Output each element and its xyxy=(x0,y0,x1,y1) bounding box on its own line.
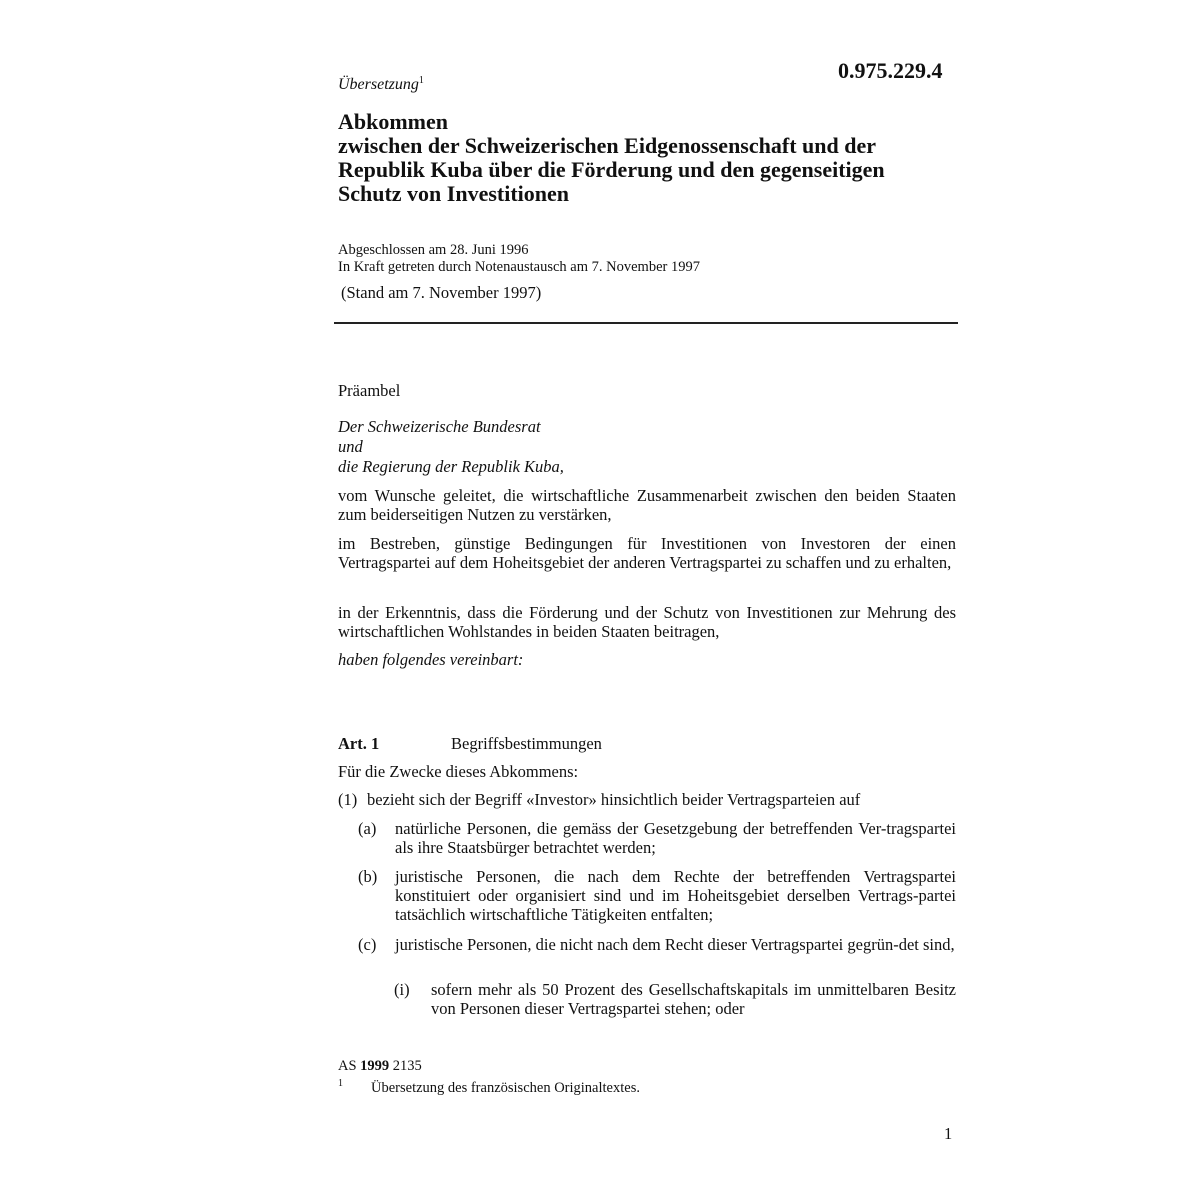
article-1-intro: Für die Zwecke dieses Abkommens: xyxy=(338,762,579,781)
translation-note xyxy=(338,75,424,94)
title-line-3: Republik Kuba über die Förderung und den gegenseitigen xyxy=(338,157,885,182)
preamble-recital-2: im Bestreben, günstige Bedingungen für Investitionen von Investoren der einen Vertragspartei auf dem Hoheitsgebiet der anderen Vertragspartei zu schaffen und zu erhalten, xyxy=(338,534,956,572)
status-date: (Stand am 7. November 1997) xyxy=(341,283,542,302)
sr-number: 0.975.229.4 xyxy=(838,58,943,83)
as-prefix: AS xyxy=(338,1058,357,1074)
translation-label: Übersetzung xyxy=(338,76,419,93)
sub-c-i-text: sofern mehr als 50 Prozent des Gesellschaftskapitals im unmittelbaren Besitz von Personen dieser Vertragspartei stehen; oder xyxy=(431,980,956,1018)
title-line-1: Abkommen xyxy=(338,109,449,134)
preamble-agreed: haben folgendes vereinbart: xyxy=(338,650,524,669)
sub-a-marker: (a) xyxy=(358,819,377,838)
preamble-and: und xyxy=(338,437,363,456)
footnote-reference: 1 xyxy=(418,75,424,86)
article-1-title: Begriffsbestimmungen xyxy=(451,734,602,753)
sub-c-i-marker: (i) xyxy=(394,980,410,999)
document-meta xyxy=(338,242,700,276)
preamble-heading: Präambel xyxy=(338,381,401,400)
as-year: 1999 xyxy=(360,1058,390,1074)
sub-a-text: natürliche Personen, die gemäss der Gesetzgebung der betreffenden Ver-tragspartei als ihre Staatsbürger betrachtet werden; xyxy=(395,819,956,857)
sub-b-text: juristische Personen, die nach dem Rechte der betreffenden Vertragspartei konstituiert oder organisiert sind und im Hoheitsgebiet derselben Vertrags-partei tatsächlich wirtschaftliche Tätigkeiten entfalten; xyxy=(395,867,956,924)
title-line-2: zwischen der Schweizerischen Eidgenossenschaft und der xyxy=(338,133,876,158)
preamble-recital-1: vom Wunsche geleitet, die wirtschaftliche Zusammenarbeit zwischen den beiden Staaten zum beiderseitigen Nutzen zu verstärken, xyxy=(338,486,956,524)
header-divider xyxy=(334,322,958,324)
page-number: 1 xyxy=(944,1124,953,1143)
preamble-party-1: Der Schweizerische Bundesrat xyxy=(338,417,541,436)
preamble-party-2: die Regierung der Republik Kuba, xyxy=(338,457,564,476)
sub-c-marker: (c) xyxy=(358,935,377,954)
item-1-marker: (1) xyxy=(338,790,358,809)
concluded-date: Abgeschlossen am 28. Juni 1996 xyxy=(338,242,529,258)
footnote-number: 1 xyxy=(338,1078,343,1089)
sub-c-text: juristische Personen, die nicht nach dem Recht dieser Vertragspartei gegrün-det sind, xyxy=(395,935,955,954)
official-compilation-reference xyxy=(338,1058,422,1075)
sub-b-marker: (b) xyxy=(358,867,378,886)
title-line-4: Schutz von Investitionen xyxy=(338,181,570,206)
document-title xyxy=(338,110,978,206)
item-1-text: bezieht sich der Begriff «Investor» hinsichtlich beider Vertragsparteien auf xyxy=(367,790,861,809)
as-page: 2135 xyxy=(392,1058,422,1074)
article-1-label: Art. 1 xyxy=(338,734,380,753)
preamble-recital-3: in der Erkenntnis, dass die Förderung und der Schutz von Investitionen zur Mehrung des wirtschaftlichen Wohlstandes in beiden Staaten beitragen, xyxy=(338,603,956,641)
in-force-date: In Kraft getreten durch Notenaustausch am 7. November 1997 xyxy=(338,259,700,275)
footnote-text: Übersetzung des französischen Originaltextes. xyxy=(371,1080,640,1096)
